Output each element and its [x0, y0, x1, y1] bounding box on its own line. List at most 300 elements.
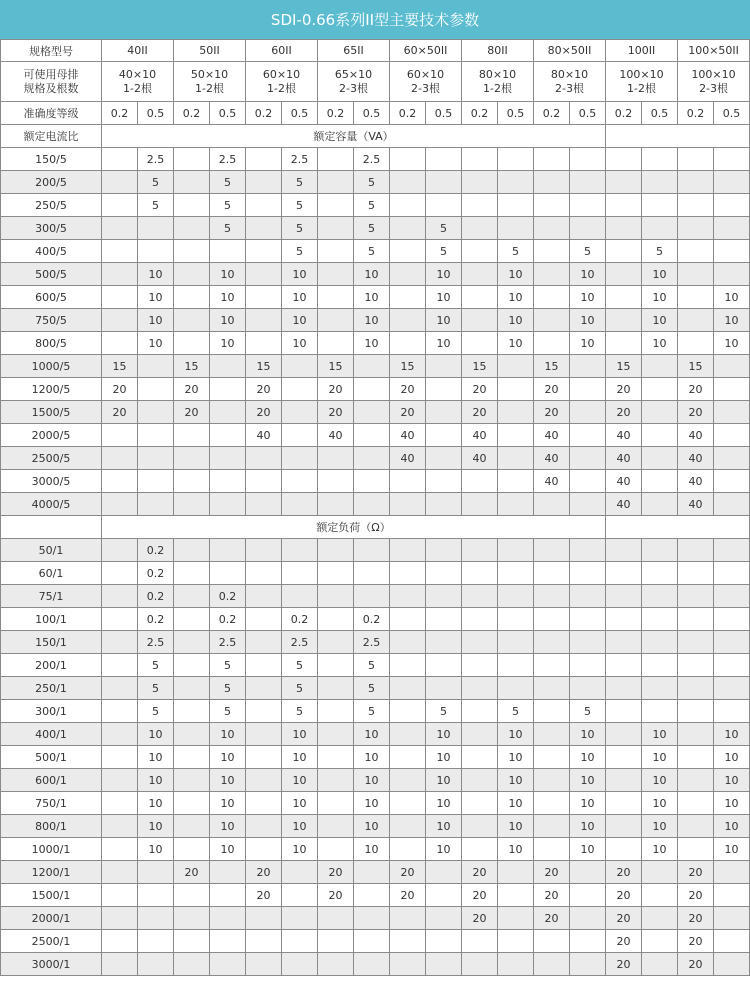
- value-cell: [678, 700, 714, 723]
- value-cell: 20: [678, 378, 714, 401]
- value-cell: 10: [714, 332, 750, 355]
- value-cell: 10: [426, 815, 462, 838]
- value-cell: 5: [354, 194, 390, 217]
- accuracy-cell: 0.2: [318, 102, 354, 125]
- value-cell: [102, 815, 138, 838]
- spec-table: [0, 39, 750, 976]
- value-cell: [390, 217, 426, 240]
- value-cell: 40: [390, 424, 426, 447]
- value-cell: 10: [354, 309, 390, 332]
- value-cell: [714, 194, 750, 217]
- accuracy-cell: 0.5: [426, 102, 462, 125]
- value-cell: [462, 585, 498, 608]
- table-row: [1, 746, 750, 769]
- value-cell: [606, 562, 642, 585]
- value-cell: 0.2: [354, 608, 390, 631]
- value-cell: [714, 677, 750, 700]
- value-cell: [174, 447, 210, 470]
- value-cell: [210, 953, 246, 976]
- value-cell: [570, 631, 606, 654]
- value-cell: 5: [138, 194, 174, 217]
- value-cell: [426, 447, 462, 470]
- value-cell: [642, 562, 678, 585]
- value-cell: [354, 907, 390, 930]
- value-cell: 20: [390, 378, 426, 401]
- value-cell: [426, 378, 462, 401]
- value-cell: [138, 907, 174, 930]
- accuracy-cell: 0.5: [138, 102, 174, 125]
- value-cell: [318, 148, 354, 171]
- value-cell: 20: [678, 401, 714, 424]
- value-cell: 5: [210, 700, 246, 723]
- table-row: [1, 769, 750, 792]
- value-cell: 10: [570, 332, 606, 355]
- value-cell: [210, 424, 246, 447]
- busbar-label: [1, 62, 102, 102]
- value-cell: 2.5: [354, 148, 390, 171]
- value-cell: [318, 677, 354, 700]
- value-cell: 10: [498, 286, 534, 309]
- value-cell: 10: [138, 723, 174, 746]
- busbar-line: 1-2根: [483, 81, 512, 95]
- ratio-cell: 400/1: [1, 723, 102, 746]
- value-cell: 40: [462, 447, 498, 470]
- value-cell: 5: [426, 240, 462, 263]
- value-cell: [642, 953, 678, 976]
- value-cell: [498, 493, 534, 516]
- value-cell: [318, 240, 354, 263]
- value-cell: 40: [246, 424, 282, 447]
- value-cell: [570, 930, 606, 953]
- value-cell: [534, 608, 570, 631]
- value-cell: [390, 723, 426, 746]
- value-cell: 40: [606, 470, 642, 493]
- value-cell: [462, 539, 498, 562]
- value-cell: 10: [210, 309, 246, 332]
- value-cell: [606, 654, 642, 677]
- value-cell: 10: [642, 286, 678, 309]
- value-cell: [174, 930, 210, 953]
- value-cell: [354, 470, 390, 493]
- value-cell: 2.5: [282, 631, 318, 654]
- value-cell: [534, 286, 570, 309]
- value-cell: [282, 470, 318, 493]
- value-cell: [210, 240, 246, 263]
- value-cell: [102, 447, 138, 470]
- value-cell: [174, 493, 210, 516]
- value-cell: 2.5: [138, 148, 174, 171]
- value-cell: [462, 953, 498, 976]
- value-cell: [246, 792, 282, 815]
- value-cell: [426, 884, 462, 907]
- value-cell: 10: [426, 723, 462, 746]
- value-cell: [390, 539, 426, 562]
- value-cell: [462, 493, 498, 516]
- ratio-cell: 2500/5: [1, 447, 102, 470]
- value-cell: [354, 562, 390, 585]
- value-cell: [282, 378, 318, 401]
- value-cell: 20: [462, 378, 498, 401]
- value-cell: [462, 194, 498, 217]
- value-cell: [714, 861, 750, 884]
- value-cell: [426, 562, 462, 585]
- ratio-cell: 1200/1: [1, 861, 102, 884]
- value-cell: [318, 171, 354, 194]
- value-cell: 20: [246, 378, 282, 401]
- value-cell: [102, 861, 138, 884]
- value-cell: [390, 930, 426, 953]
- value-cell: [174, 148, 210, 171]
- value-cell: 5: [354, 171, 390, 194]
- value-cell: [534, 217, 570, 240]
- value-cell: [534, 953, 570, 976]
- value-cell: [534, 700, 570, 723]
- value-cell: [102, 700, 138, 723]
- value-cell: 10: [282, 263, 318, 286]
- value-cell: 20: [534, 884, 570, 907]
- value-cell: [678, 171, 714, 194]
- value-cell: [246, 631, 282, 654]
- value-cell: 10: [282, 309, 318, 332]
- value-cell: [210, 930, 246, 953]
- value-cell: [606, 608, 642, 631]
- value-cell: [462, 792, 498, 815]
- value-cell: [174, 746, 210, 769]
- busbar-line: 65×10: [334, 67, 373, 81]
- value-cell: [210, 378, 246, 401]
- value-cell: 40: [318, 424, 354, 447]
- value-cell: 10: [138, 309, 174, 332]
- model-cell: 50II: [174, 40, 246, 62]
- value-cell: 20: [246, 884, 282, 907]
- value-cell: [642, 378, 678, 401]
- value-cell: [354, 539, 390, 562]
- value-cell: [606, 194, 642, 217]
- busbar-line: 80×10: [550, 67, 589, 81]
- ratio-cell: 300/1: [1, 700, 102, 723]
- value-cell: [606, 746, 642, 769]
- value-cell: [246, 907, 282, 930]
- value-cell: [138, 355, 174, 378]
- value-cell: [318, 792, 354, 815]
- value-cell: 5: [426, 217, 462, 240]
- ratio-cell: 2000/1: [1, 907, 102, 930]
- value-cell: 10: [282, 815, 318, 838]
- value-cell: [102, 654, 138, 677]
- table-row: [1, 631, 750, 654]
- value-cell: [210, 539, 246, 562]
- busbar-line: 1-2根: [123, 81, 152, 95]
- value-cell: [102, 493, 138, 516]
- value-cell: 10: [570, 792, 606, 815]
- value-cell: [534, 631, 570, 654]
- value-cell: 40: [534, 424, 570, 447]
- value-cell: 20: [462, 907, 498, 930]
- value-cell: [390, 953, 426, 976]
- value-cell: [174, 884, 210, 907]
- value-cell: [246, 194, 282, 217]
- value-cell: [714, 562, 750, 585]
- value-cell: [210, 493, 246, 516]
- value-cell: [390, 769, 426, 792]
- value-cell: [534, 332, 570, 355]
- value-cell: [174, 769, 210, 792]
- value-cell: 40: [390, 447, 426, 470]
- value-cell: [642, 447, 678, 470]
- ratio-cell: 300/5: [1, 217, 102, 240]
- value-cell: 10: [138, 792, 174, 815]
- value-cell: [498, 378, 534, 401]
- value-cell: 5: [570, 240, 606, 263]
- value-cell: 10: [210, 723, 246, 746]
- value-cell: 5: [498, 700, 534, 723]
- value-cell: [282, 447, 318, 470]
- busbar-cell: [246, 62, 318, 102]
- value-cell: [246, 286, 282, 309]
- value-cell: [318, 930, 354, 953]
- value-cell: [210, 907, 246, 930]
- value-cell: [498, 194, 534, 217]
- accuracy-cell: 0.2: [246, 102, 282, 125]
- value-cell: [390, 171, 426, 194]
- accuracy-row: [1, 102, 750, 125]
- value-cell: 10: [642, 723, 678, 746]
- value-cell: [354, 378, 390, 401]
- value-cell: 20: [678, 884, 714, 907]
- value-cell: [390, 907, 426, 930]
- value-cell: [246, 953, 282, 976]
- value-cell: [102, 217, 138, 240]
- table-row: [1, 907, 750, 930]
- value-cell: [354, 953, 390, 976]
- value-cell: [678, 217, 714, 240]
- value-cell: [174, 585, 210, 608]
- value-cell: 2.5: [210, 148, 246, 171]
- value-cell: 5: [426, 700, 462, 723]
- value-cell: 0.2: [138, 539, 174, 562]
- value-cell: [642, 608, 678, 631]
- value-cell: [462, 631, 498, 654]
- value-cell: [354, 930, 390, 953]
- table-row: [1, 792, 750, 815]
- value-cell: 20: [102, 378, 138, 401]
- value-cell: 20: [318, 401, 354, 424]
- value-cell: [570, 355, 606, 378]
- value-cell: [390, 677, 426, 700]
- value-cell: 0.2: [138, 608, 174, 631]
- value-cell: [606, 700, 642, 723]
- value-cell: [174, 631, 210, 654]
- value-cell: 5: [210, 654, 246, 677]
- value-cell: [246, 585, 282, 608]
- value-cell: 20: [174, 378, 210, 401]
- value-cell: [210, 562, 246, 585]
- value-cell: [606, 838, 642, 861]
- value-cell: [534, 815, 570, 838]
- model-cell: 40II: [102, 40, 174, 62]
- value-cell: 5: [354, 677, 390, 700]
- value-cell: [498, 562, 534, 585]
- value-cell: [174, 838, 210, 861]
- value-cell: [606, 585, 642, 608]
- value-cell: 0.2: [282, 608, 318, 631]
- value-cell: [498, 470, 534, 493]
- value-cell: [570, 401, 606, 424]
- section-title: 额定负荷（Ω）: [102, 516, 606, 539]
- value-cell: [498, 884, 534, 907]
- value-cell: 10: [426, 792, 462, 815]
- ratio-cell: 150/5: [1, 148, 102, 171]
- value-cell: [534, 746, 570, 769]
- value-cell: [570, 953, 606, 976]
- ratio-cell: 600/5: [1, 286, 102, 309]
- value-cell: [246, 309, 282, 332]
- value-cell: 10: [138, 769, 174, 792]
- value-cell: 20: [678, 953, 714, 976]
- value-cell: [174, 608, 210, 631]
- value-cell: 5: [498, 240, 534, 263]
- value-cell: [282, 355, 318, 378]
- value-cell: [462, 470, 498, 493]
- value-cell: [318, 907, 354, 930]
- busbar-line: 40×10: [118, 67, 157, 81]
- accuracy-cell: 0.5: [570, 102, 606, 125]
- value-cell: [354, 355, 390, 378]
- value-cell: [498, 401, 534, 424]
- value-cell: 20: [318, 884, 354, 907]
- value-cell: [678, 585, 714, 608]
- value-cell: [354, 424, 390, 447]
- value-cell: [102, 769, 138, 792]
- burden-section-header: [1, 516, 750, 539]
- value-cell: [714, 424, 750, 447]
- value-cell: [462, 723, 498, 746]
- value-cell: [318, 309, 354, 332]
- table-row: [1, 953, 750, 976]
- value-cell: 5: [138, 654, 174, 677]
- value-cell: [174, 309, 210, 332]
- value-cell: [102, 470, 138, 493]
- value-cell: [174, 654, 210, 677]
- value-cell: [570, 585, 606, 608]
- value-cell: [642, 585, 678, 608]
- value-cell: [462, 930, 498, 953]
- ratio-cell: 500/1: [1, 746, 102, 769]
- value-cell: [714, 700, 750, 723]
- value-cell: 40: [678, 470, 714, 493]
- value-cell: [642, 493, 678, 516]
- value-cell: [354, 884, 390, 907]
- value-cell: 10: [642, 309, 678, 332]
- value-cell: [714, 217, 750, 240]
- value-cell: [210, 355, 246, 378]
- value-cell: [642, 884, 678, 907]
- value-cell: [390, 562, 426, 585]
- value-cell: 10: [714, 792, 750, 815]
- model-row: [1, 40, 750, 62]
- value-cell: [606, 309, 642, 332]
- value-cell: 5: [282, 171, 318, 194]
- accuracy-cell: 0.5: [498, 102, 534, 125]
- value-cell: [102, 930, 138, 953]
- value-cell: [282, 562, 318, 585]
- accuracy-cell: 0.2: [462, 102, 498, 125]
- value-cell: 10: [570, 723, 606, 746]
- value-cell: 20: [102, 401, 138, 424]
- value-cell: 5: [210, 677, 246, 700]
- value-cell: [390, 838, 426, 861]
- value-cell: [174, 792, 210, 815]
- value-cell: [102, 539, 138, 562]
- value-cell: [210, 861, 246, 884]
- value-cell: 10: [210, 792, 246, 815]
- value-cell: 10: [498, 263, 534, 286]
- ratio-cell: 2500/1: [1, 930, 102, 953]
- value-cell: 10: [354, 286, 390, 309]
- value-cell: [246, 769, 282, 792]
- value-cell: 40: [606, 447, 642, 470]
- table-row: [1, 723, 750, 746]
- model-cell: 80II: [462, 40, 534, 62]
- value-cell: [246, 171, 282, 194]
- ratio-cell: 1500/5: [1, 401, 102, 424]
- value-cell: [102, 171, 138, 194]
- value-cell: [174, 677, 210, 700]
- value-cell: 10: [642, 263, 678, 286]
- value-cell: 20: [606, 930, 642, 953]
- value-cell: [642, 217, 678, 240]
- value-cell: [462, 677, 498, 700]
- table-row: [1, 171, 750, 194]
- busbar-line: 60×10: [262, 67, 301, 81]
- value-cell: [174, 470, 210, 493]
- ratio-cell: 150/1: [1, 631, 102, 654]
- value-cell: 10: [354, 769, 390, 792]
- value-cell: [174, 332, 210, 355]
- busbar-line: 2-3根: [555, 81, 584, 95]
- value-cell: 20: [534, 378, 570, 401]
- value-cell: [174, 240, 210, 263]
- value-cell: [462, 217, 498, 240]
- value-cell: 20: [246, 401, 282, 424]
- value-cell: [642, 677, 678, 700]
- value-cell: [390, 493, 426, 516]
- value-cell: 5: [570, 700, 606, 723]
- section-blank: [606, 125, 750, 148]
- ratio-cell: 500/5: [1, 263, 102, 286]
- value-cell: 2.5: [210, 631, 246, 654]
- value-cell: [390, 332, 426, 355]
- value-cell: 5: [282, 677, 318, 700]
- value-cell: 10: [210, 263, 246, 286]
- value-cell: [642, 424, 678, 447]
- value-cell: [102, 631, 138, 654]
- accuracy-cell: 0.2: [606, 102, 642, 125]
- value-cell: 20: [678, 930, 714, 953]
- value-cell: [462, 838, 498, 861]
- table-row: [1, 654, 750, 677]
- value-cell: 5: [354, 700, 390, 723]
- value-cell: [570, 378, 606, 401]
- table-row: [1, 930, 750, 953]
- value-cell: [174, 263, 210, 286]
- value-cell: 40: [678, 493, 714, 516]
- busbar-line: 1-2根: [195, 81, 224, 95]
- value-cell: 10: [498, 746, 534, 769]
- value-cell: 10: [210, 815, 246, 838]
- value-cell: [426, 194, 462, 217]
- value-cell: [714, 171, 750, 194]
